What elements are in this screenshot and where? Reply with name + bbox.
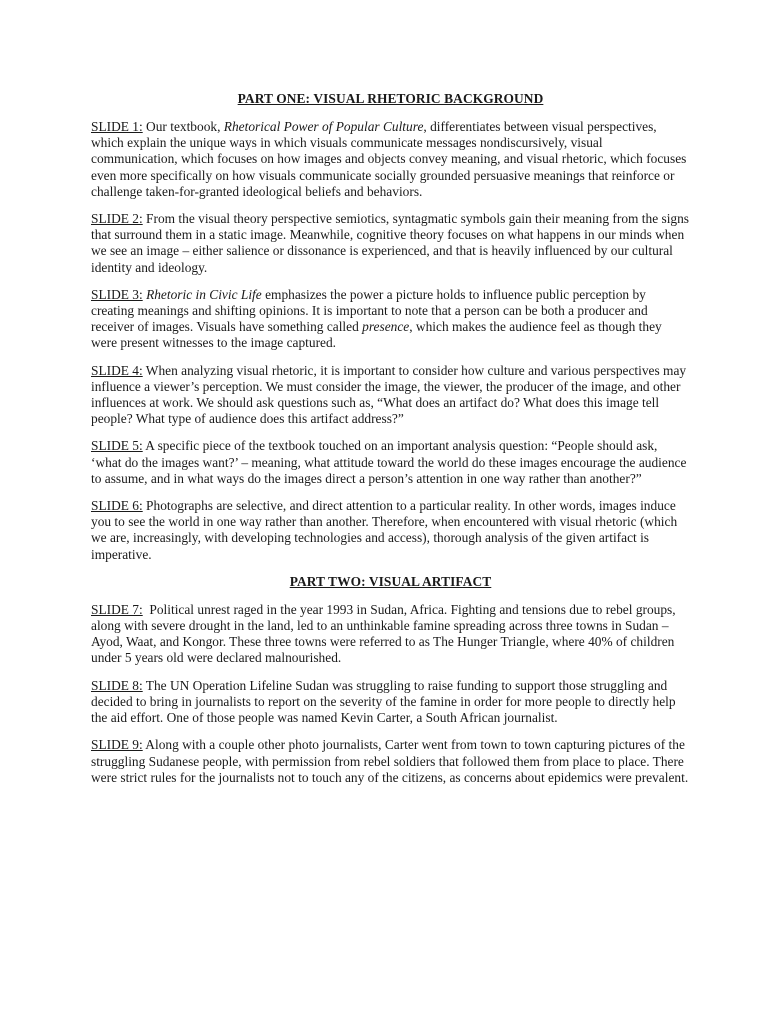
slide-2-paragraph: SLIDE 2: From the visual theory perspective semiotics, syntagmatic symbols gain their meaning from the signs that surround them in a static image. Meanwhile, cognitive theory focuses on what happens in our minds when we see an image – either salience or dissonance is experienced, and that is heavily influenced by our cultural identity and ideology. bbox=[91, 211, 690, 275]
book-title: Rhetorical Power of Popular Culture bbox=[223, 119, 424, 134]
slide-3-paragraph: SLIDE 3: Rhetoric in Civic Life emphasizes the power a picture holds to influence public perception by creating meanings and shifting opinions. It is important to note that a person can be both a producer and receiver of images. Visuals have something called presence, which makes the audience feel as though they were present witnesses to the image captured. bbox=[91, 286, 662, 351]
slide-6-paragraph: SLIDE 6: Photographs are selective, and direct attention to a particular reality. In other words, images induce you to see the world in one way rather than another. Therefore, when encountered with visual rhetoric (which we are, increasingly, with developing technologies and access), thorough analysis of the given artifact is imperative. bbox=[91, 498, 678, 562]
slide-2-label: SLIDE 2: bbox=[91, 211, 143, 227]
slide-1-paragraph: SLIDE 1: Our textbook, Rhetorical Power of Popular Culture, differentiates between visual perspectives, which explain the unique ways in which visuals communicate messages nondiscursively, visual communication, which focuses on how images and objects convey meaning, and visual rhetoric, which focuses even more specifically on how visuals communicate socially grounded persuasive meanings that reinforce or challenge taken-for-granted ideological beliefs and behaviors. bbox=[91, 119, 687, 199]
part-one-heading: PART ONE: VISUAL RHETORIC BACKGROUND bbox=[237, 91, 544, 106]
slide-4-paragraph: SLIDE 4: When analyzing visual rhetoric, it is important to consider how culture and various perspectives may influence a viewer’s perception. We must consider the image, the viewer, the producer of the image, and other influences at work. We should ask questions such as, “What does an artifact do? What does this image tell people? What type of audience does this artifact address?” bbox=[91, 362, 687, 427]
part-two-heading: PART TWO: VISUAL ARTIFACT bbox=[289, 573, 492, 589]
slide-8-label: SLIDE 8: bbox=[91, 677, 143, 693]
slide-3-label: SLIDE 3: bbox=[91, 286, 143, 302]
slide-5-paragraph: SLIDE 5: A specific piece of the textbook touched on an important analysis question: “People should ask, ‘what do the images want?’ – meaning, what attitude toward the world do these images encourage the audience to assume, and in what ways do the images direct a person’s attention in one way rather than another?” bbox=[91, 438, 687, 486]
slide-7-paragraph: SLIDE 7: Political unrest raged in the year 1993 in Sudan, Africa. Fighting and tensions due to rebel groups, along with severe drought in the land, led to an unthinkable famine spreading across three towns in Sudan – Ayod, Waat, and Kongor. These three towns were referred to as The Hunger Triangle, where 40% of children under 5 years old were declared malnourished. bbox=[91, 601, 679, 666]
emphasis-term: presence bbox=[362, 319, 410, 335]
slide-6-label: SLIDE 6: bbox=[91, 498, 143, 514]
slide-9-label: SLIDE 9: bbox=[91, 737, 143, 753]
slide-7-label: SLIDE 7: bbox=[91, 601, 143, 617]
slide-9-paragraph: SLIDE 9: Along with a couple other photo journalists, Carter went from town to town capturing pictures of the struggling Sudanese people, with permission from rebel soldiers that followed them from place to place. There were strict rules for the journalists not to touch any of the citizens, as concerns about epidemics were prevalent. bbox=[91, 737, 689, 785]
slide-4-label: SLIDE 4: bbox=[91, 362, 143, 378]
slide-5-label: SLIDE 5: bbox=[91, 438, 143, 454]
slide-8-paragraph: SLIDE 8: The UN Operation Lifeline Sudan was struggling to raise funding to support those struggling and decided to bring in journalists to report on the severity of the famine in order for more people to directly help the aid effort. One of those people was named Kevin Carter, a South African journalist. bbox=[91, 677, 676, 726]
slide-1-label: SLIDE 1: bbox=[91, 119, 143, 134]
book-title: Rhetoric in Civic Life bbox=[146, 286, 262, 302]
